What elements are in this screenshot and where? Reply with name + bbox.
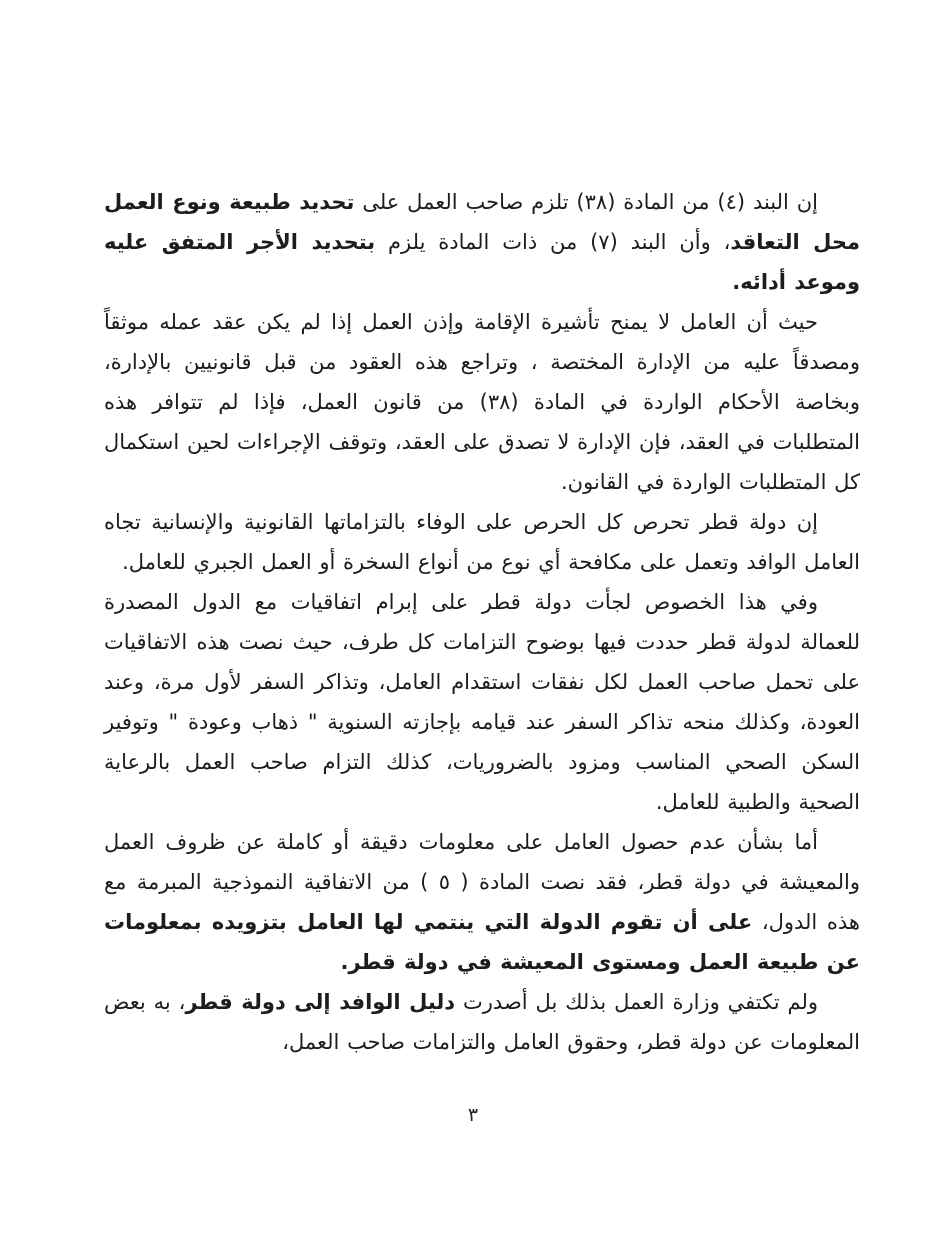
paragraph: [104, 502, 860, 582]
paragraph: [104, 582, 860, 822]
bold-text-run: تحديد طبيعة ونوع العمل محل التعاقد: [104, 190, 861, 254]
paragraph: [104, 302, 860, 502]
paragraph: [104, 182, 860, 302]
text-run: ، وأن البند (٧) من ذات المادة يلزم: [375, 230, 731, 254]
bold-text-run: على أن تقوم الدولة التي ينتمي لها العامل بتزويده بمعلومات عن طبيعة العمل ومستوى المعيشة في دولة قطر.: [104, 910, 860, 974]
bold-text-run: دليل الوافد إلى دولة قطر: [185, 990, 456, 1014]
page-number: ٣: [467, 1104, 479, 1126]
text-run: حيث أن العامل لا يمنح تأشيرة الإقامة وإذن العمل إذا لم يكن عقد عمله موثقاً ومصدقاً عليه من الإدارة المختصة ، وتراجع هذه العقود من قبل قانونيين بالإدارة، وبخاصة الأحكام الواردة في المادة (٣٨) من قانون العمل، فإذا لم تتوافر هذه المتطلبات في العقد، فإن الإدارة لا تصدق على العقد، وتوقف الإجراءات لحين استكمال كل المتطلبات الواردة في القانون.: [104, 310, 861, 494]
text-run: ولم تكتفي وزارة العمل بذلك بل أصدرت: [455, 990, 818, 1014]
text-run: وفي هذا الخصوص لجأت دولة قطر على إبرام اتفاقيات مع الدول المصدرة للعمالة لدولة قطر حددت فيها بوضوح التزامات كل طرف، حيث نصت هذه الاتفاقيات على تحمل صاحب العمل لكل نفقات استقدام العامل، وتذاكر السفر لأول مرة، وعند العودة، وكذلك منحه تذاكر السفر عند قيامه بإجازته السنوية " ذهاب وعودة " وتوفير السكن الصحي المناسب ومزود بالضروريات، كذلك التزام صاحب العمل بالرعاية الصحية والطبية للعامل.: [104, 590, 860, 814]
document-body: [104, 182, 860, 1062]
text-run: إن البند (٤) من المادة (٣٨) تلزم صاحب العمل على: [354, 190, 819, 214]
text-run: أما بشأن عدم حصول العامل على معلومات دقيقة أو كاملة عن ظروف العمل والمعيشة في دولة قطر، فقد نصت المادة ( ٥ ) من الاتفاقية النموذجية المبرمة مع هذه الدول،: [104, 830, 860, 934]
paragraph: [104, 822, 860, 982]
text-run: إن دولة قطر تحرص كل الحرص على الوفاء بالتزاماتها القانونية والإنسانية تجاه العامل الوافد وتعمل على مكافحة أي نوع من أنواع السخرة أو العمل الجبري للعامل.: [104, 510, 860, 574]
text-run: ، به بعض المعلومات عن دولة قطر، وحقوق العامل والتزامات صاحب العمل،: [104, 990, 860, 1054]
bold-text-run: بتحديد الأجر المتفق عليه وموعد أدائه.: [104, 230, 860, 294]
paragraph: [104, 982, 860, 1062]
